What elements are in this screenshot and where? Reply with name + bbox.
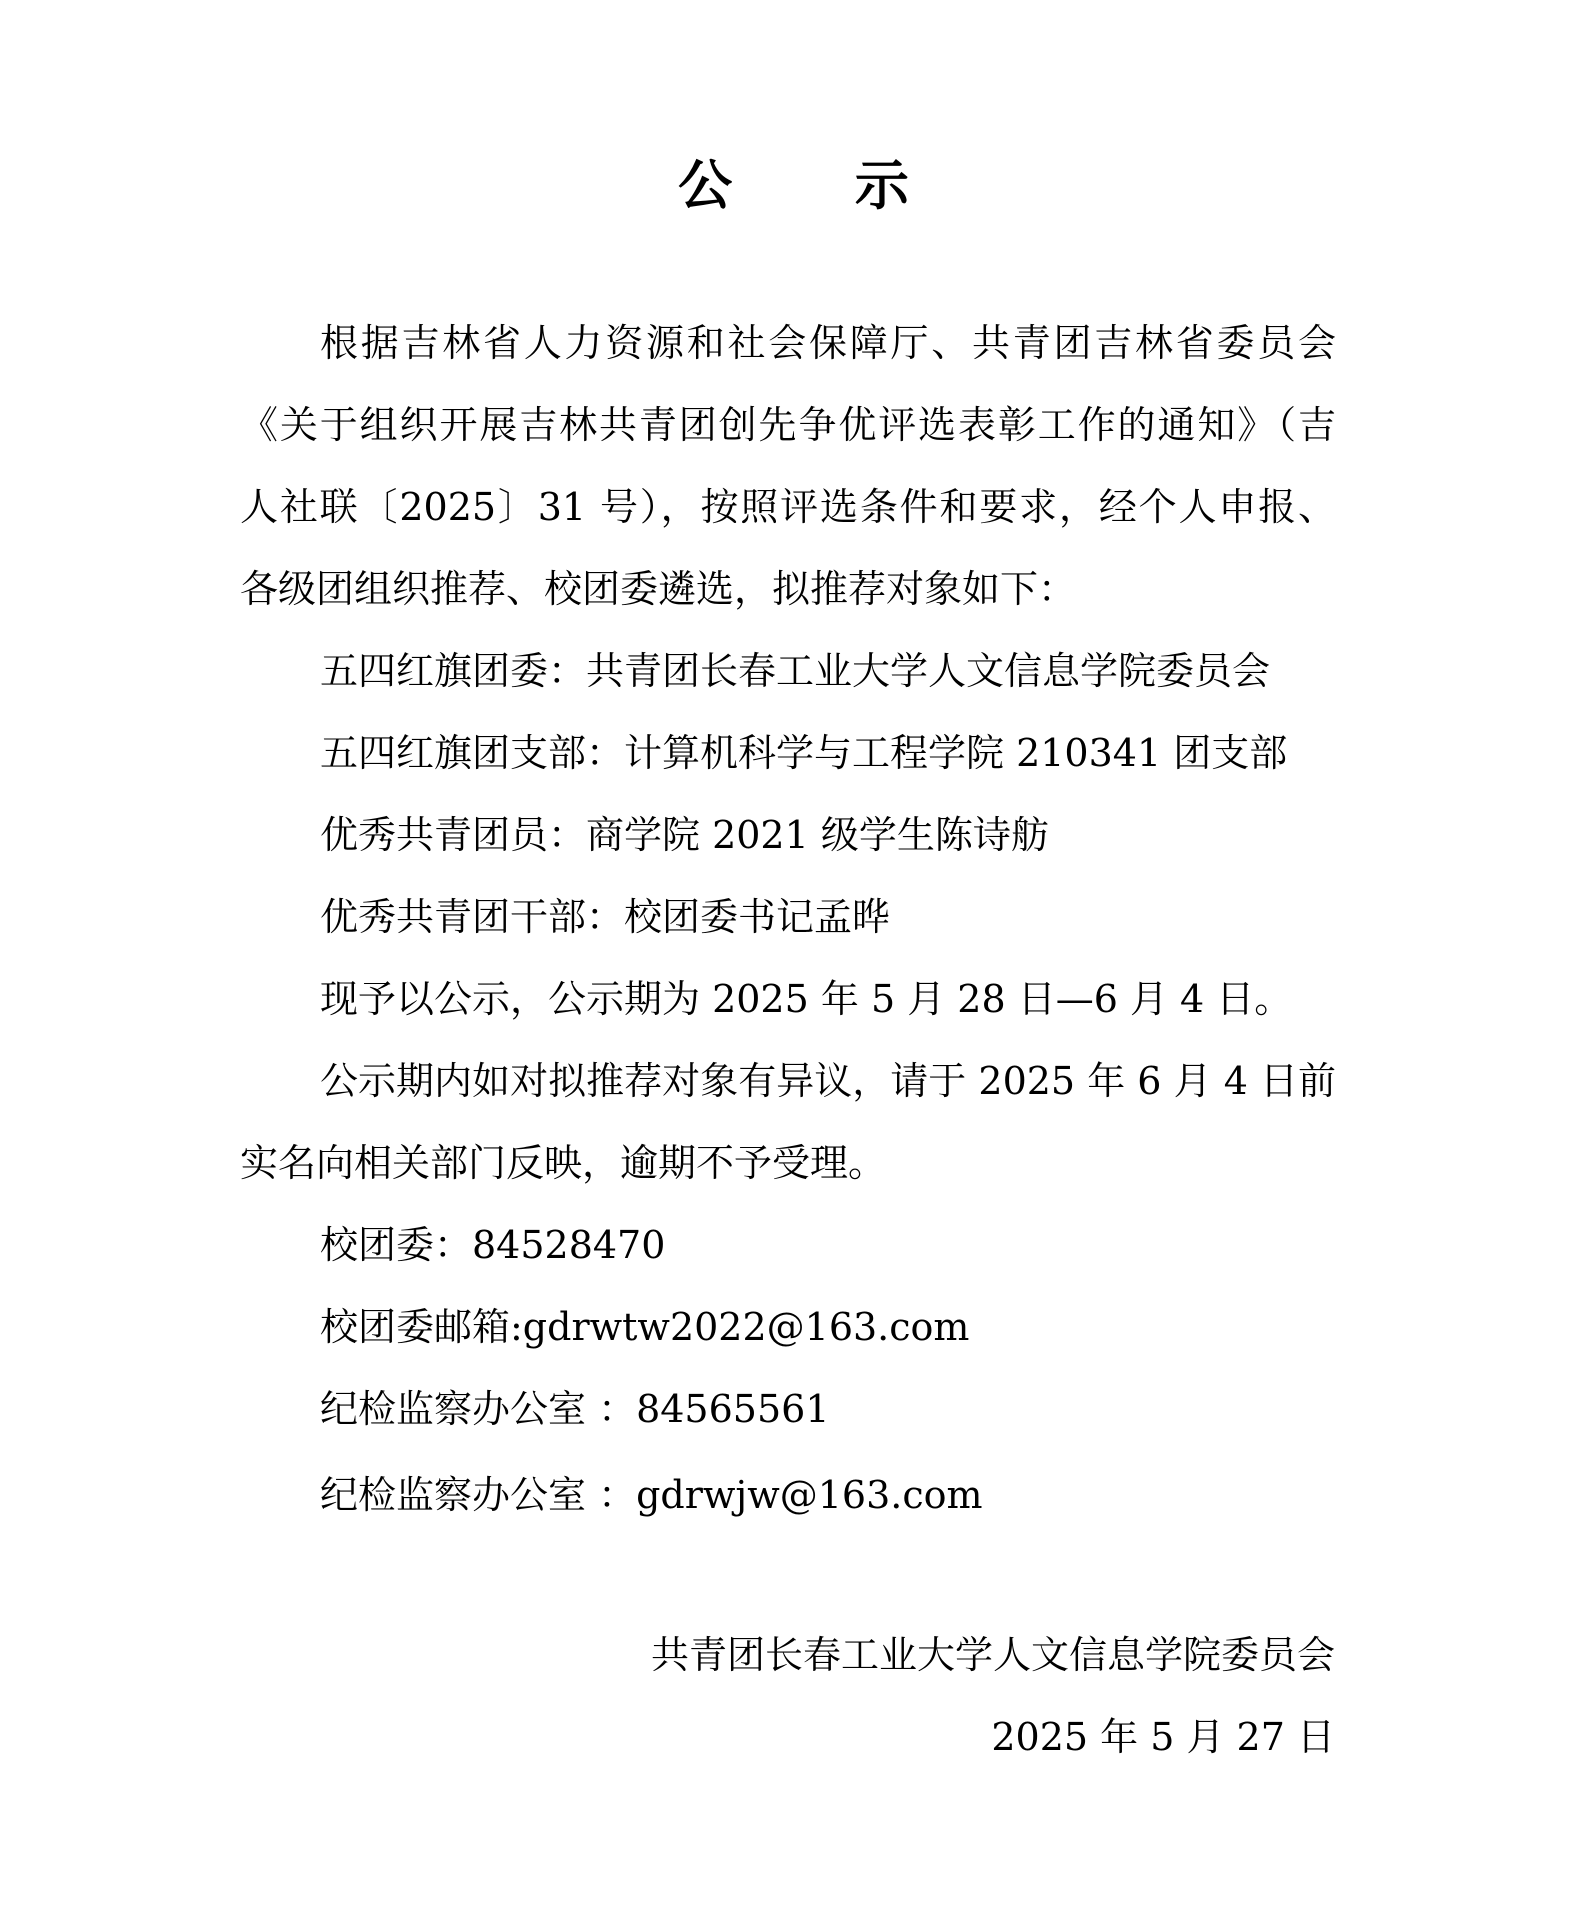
- paragraph1-line1: 根据吉林省人力资源和社会保障厅、共青团吉林省委员会: [320, 321, 1336, 365]
- objection-line2: 实名向相关部门反映，逾期不予受理。: [240, 1141, 887, 1185]
- paragraph1-line2: 《关于组织开展吉林共青团创先争优评选表彰工作的通知》（吉: [240, 403, 1336, 447]
- objection-line1: 公示期内如对拟推荐对象有异议，请于 2025 年 6 月 4 日前: [320, 1059, 1336, 1103]
- contact-league-committee-phone: 校团委：84528470: [320, 1223, 666, 1267]
- publicity-period: 现予以公示，公示期为 2025 年 5 月 28 日—6 月 4 日。: [320, 977, 1293, 1021]
- paragraph1-line4: 各级团组织推荐、校团委遴选，拟推荐对象如下：: [240, 567, 1077, 611]
- contact-discipline-office-phone: 纪检监察办公室 ：84565561: [320, 1387, 830, 1431]
- nominee-red-flag-branch: 五四红旗团支部：计算机科学与工程学院 210341 团支部: [320, 731, 1288, 775]
- nominee-outstanding-member: 优秀共青团员：商学院 2021 级学生陈诗舫: [320, 813, 1049, 857]
- contact-discipline-office-email: 纪检监察办公室 ：gdrwjw@163.com: [320, 1473, 983, 1517]
- page-title: 公 示: [678, 154, 961, 217]
- paragraph1-line3: 人社联〔2025〕31 号），按照评选条件和要求，经个人申报、: [240, 485, 1336, 529]
- nominee-outstanding-cadre: 优秀共青团干部：校团委书记孟晔: [320, 895, 891, 939]
- nominee-red-flag-committee: 五四红旗团委：共青团长春工业大学人文信息学院委员会: [320, 649, 1271, 693]
- contact-league-committee-email: 校团委邮箱:gdrwtw2022@163.com: [320, 1305, 970, 1349]
- signature-organization: 共青团长春工业大学人文信息学院委员会: [650, 1633, 1335, 1677]
- signature-date: 2025 年 5 月 27 日: [991, 1715, 1335, 1759]
